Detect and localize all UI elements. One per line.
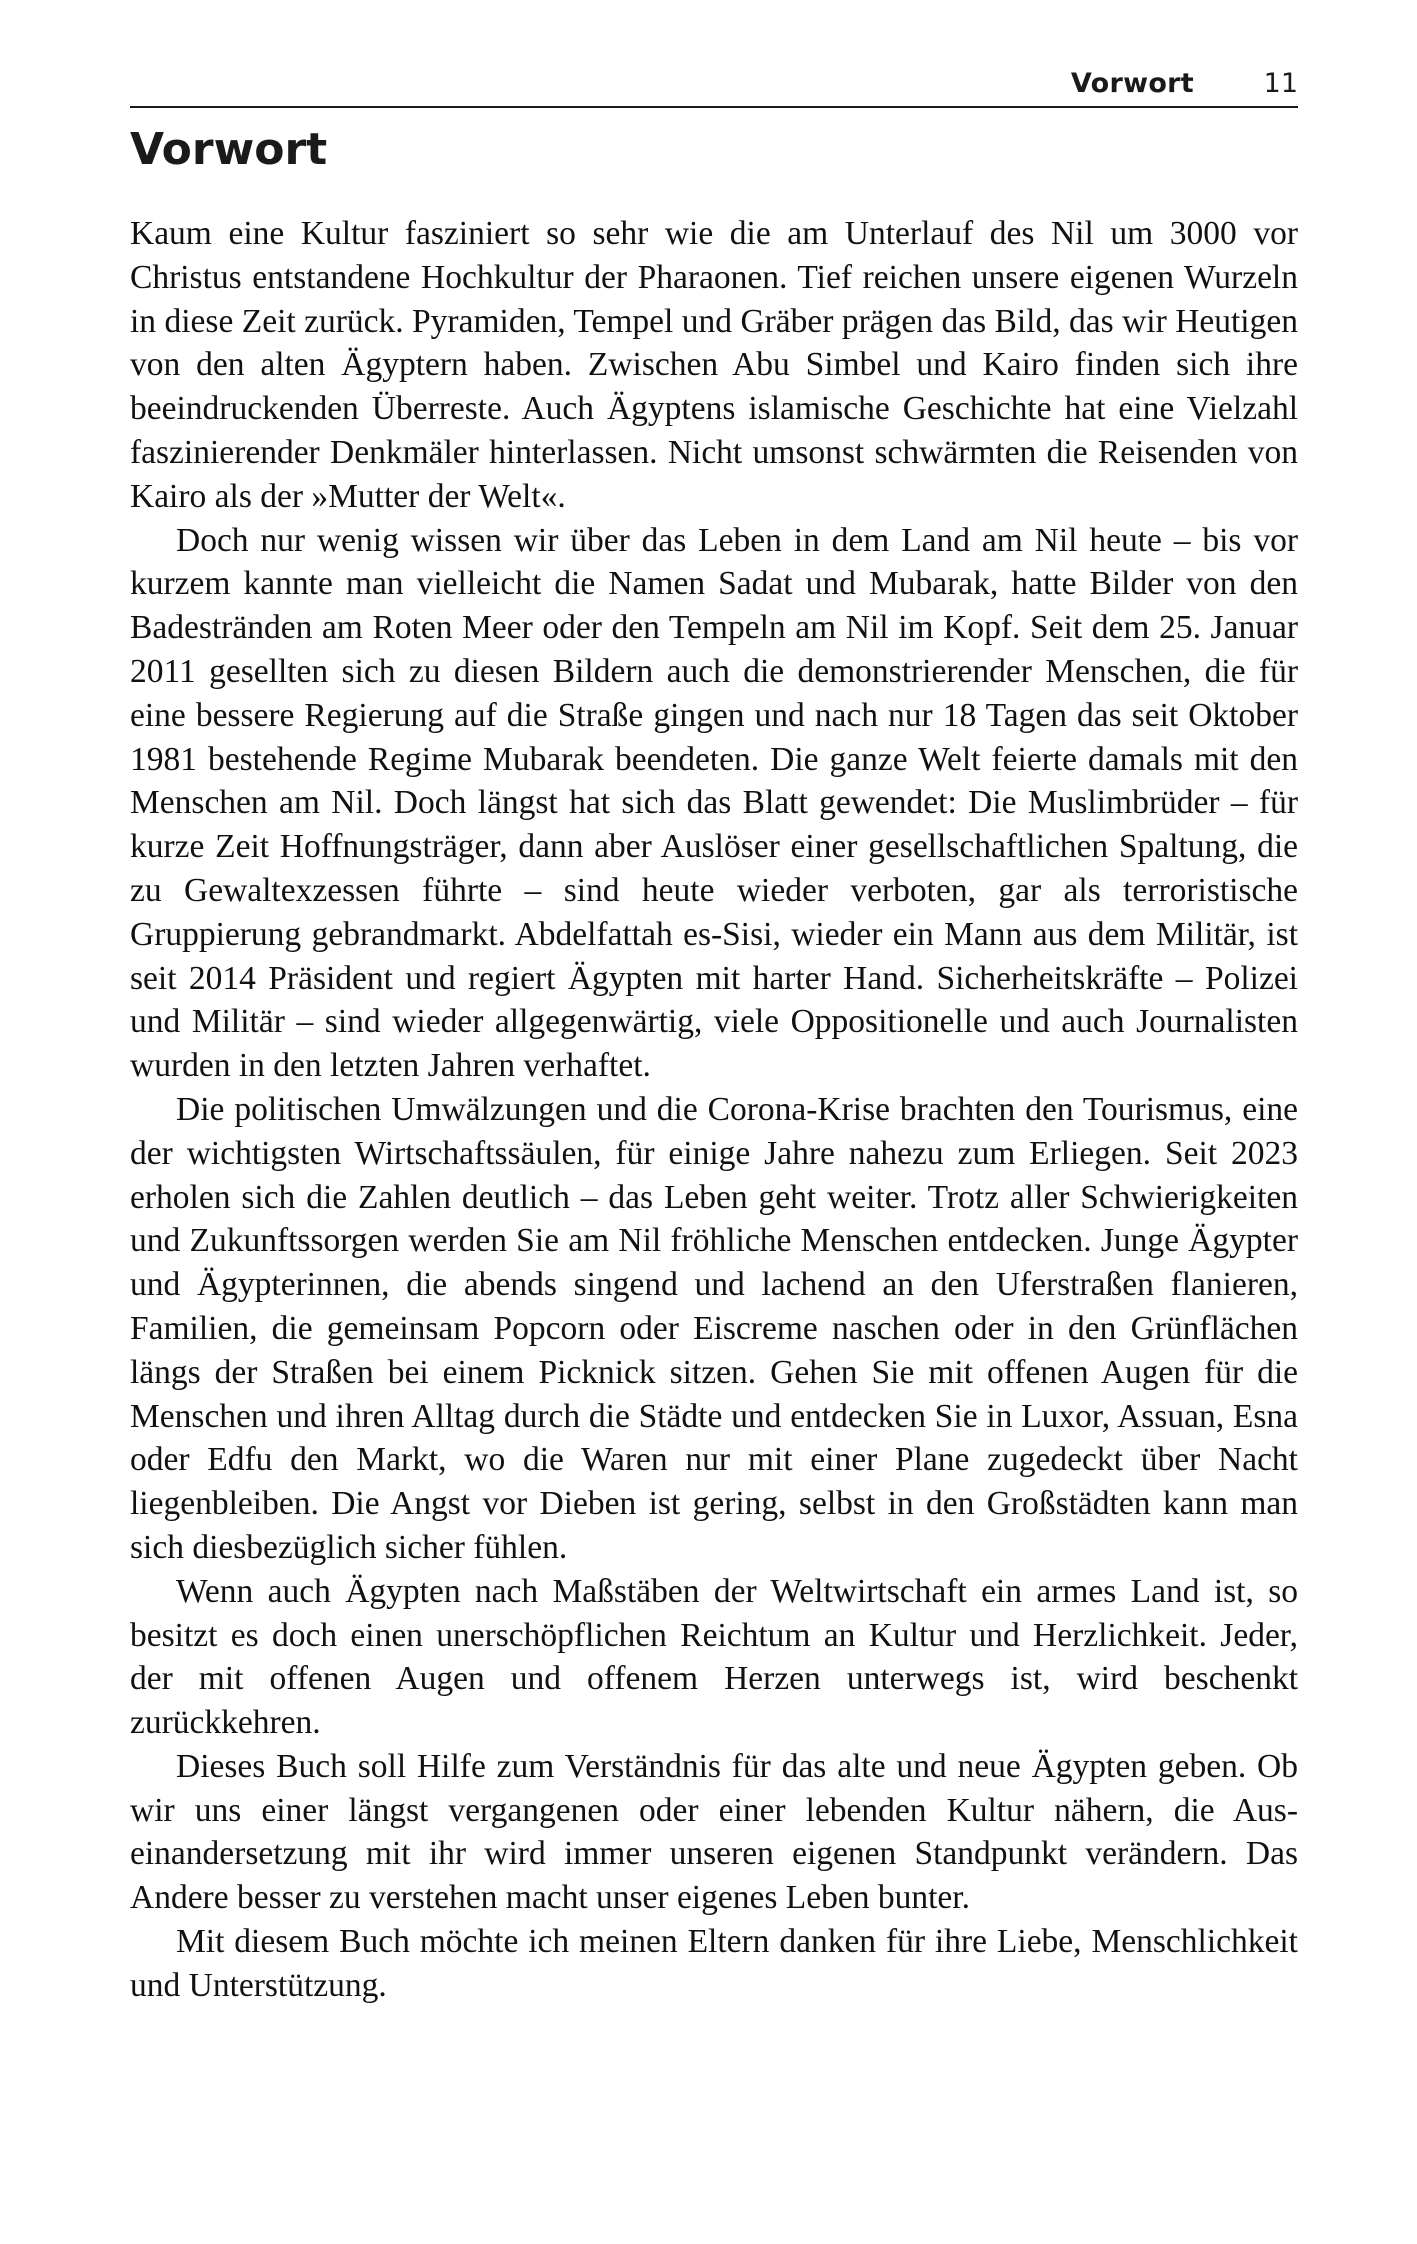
chapter-title: Vorwort: [130, 124, 328, 175]
paragraph-4: Wenn auch Ägypten nach Maßstäben der Weltwirtschaft ein armes Land ist, so besitzt es doch einen unerschöpflichen Reichtum an Kultur und Herzlichkeit. Jeder, der mit offenen Augen und offenem Herzen unterwegs ist, wird beschenkt zurückkehren.: [130, 1572, 1298, 1742]
paragraph-1: Kaum eine Kultur fasziniert so sehr wie die am Unterlauf des Nil um 3000 vor Christus entstandene Hochkultur der Pharaonen. Tief reichen unsere eigenen Wurzeln in diese Zeit zurück. Pyramiden, Tempel und Gräber prägen das Bild, das wir Heutigen von den alten Ägyptern haben. Zwischen Abu Simbel und Kairo finden sich ihre beeindruckenden Überreste. Auch Ägyptens islamische Geschichte hat eine Vielzahl faszinierender Denkmäler hinterlassen. Nicht umsonst schwärmten die Reisenden von Kairo als der »Mutter der Welt«.: [130, 215, 1298, 515]
paragraph-6: Mit diesem Buch möchte ich meinen Eltern danken für ihre Liebe, Menschlichkeit und Unterstützung.: [130, 1923, 1298, 2004]
running-header: [130, 64, 1298, 108]
paragraph-2: Doch nur wenig wissen wir über das Leben in dem Land am Nil heute – bis vor kurzem kannte man vielleicht die Namen Sadat und Mubarak, hatte Bilder von den Badestränden am Roten Meer oder den Tempeln am Nil im Kopf. Seit dem 25. Januar 2011 gesellten sich zu diesen Bildern auch die demonstrierender Menschen, die für eine bessere Regierung auf die Straße gingen und nach nur 18 Tagen das seit Oktober 1981 bestehende Regime Mubarak beendeten. Die ganze Welt feierte damals mit den Menschen am Nil. Doch längst hat sich das Blatt gewendet: Die Muslimbrüder – für kurze Zeit Hoffnungsträger, dann aber Auslöser einer gesellschaftlichen Spaltung, die zu Gewaltexzessen führte – sind heute wieder verboten, gar als terroristische Gruppierung gebrandmarkt. Abdelfattah es-Sisi, wieder ein Mann aus dem Militär, ist seit 2014 Präsident und regiert Ägypten mit harter Hand. Sicherheitskräfte – Polizei und Militär – sind wieder allgegenwärtig, viele Oppositionelle und auch Journalisten wurden in den letzten Jahren verhaftet.: [130, 521, 1298, 1085]
page-number: 11: [1263, 68, 1298, 99]
running-title: Vorwort: [1070, 68, 1194, 99]
body-text: [130, 212, 1298, 2008]
paragraph-3: Die politischen Umwälzungen und die Corona-Krise brachten den Tourismus, eine der wichtigsten Wirtschaftssäulen, für einige Jahre nahezu zum Erliegen. Seit 2023 erholen sich die Zahlen deutlich – das Leben geht weiter. Trotz aller Schwierigkeiten und Zukunftssorgen werden Sie am Nil fröhliche Menschen entdecken. Junge Ägypter und Ägypterinnen, die abends singend und lachend an den Uferstraßen flanieren, Familien, die gemeinsam Popcorn oder Eiscreme naschen oder in den Grünflächen längs der Straßen bei einem Picknick sitzen. Gehen Sie mit offenen Augen für die Menschen und ihren Alltag durch die Städte und entdecken Sie in Luxor, Assuan, Esna oder Edfu den Markt, wo die Waren nur mit einer Plane zugedeckt über Nacht liegenbleiben. Die Angst vor Dieben ist gering, selbst in den Großstädten kann man sich diesbezüglich sicher fühlen.: [130, 1090, 1298, 1566]
paragraph-5: Dieses Buch soll Hilfe zum Verständnis für das alte und neue Ägypten geben. Ob wir uns einer längst vergangenen oder einer lebenden Kultur nähern, die Auseinandersetzung mit ihr wird immer unseren eigenen Standpunkt verändern. Das Andere besser zu verstehen macht unser eigenes Leben bunter.: [130, 1747, 1298, 1917]
